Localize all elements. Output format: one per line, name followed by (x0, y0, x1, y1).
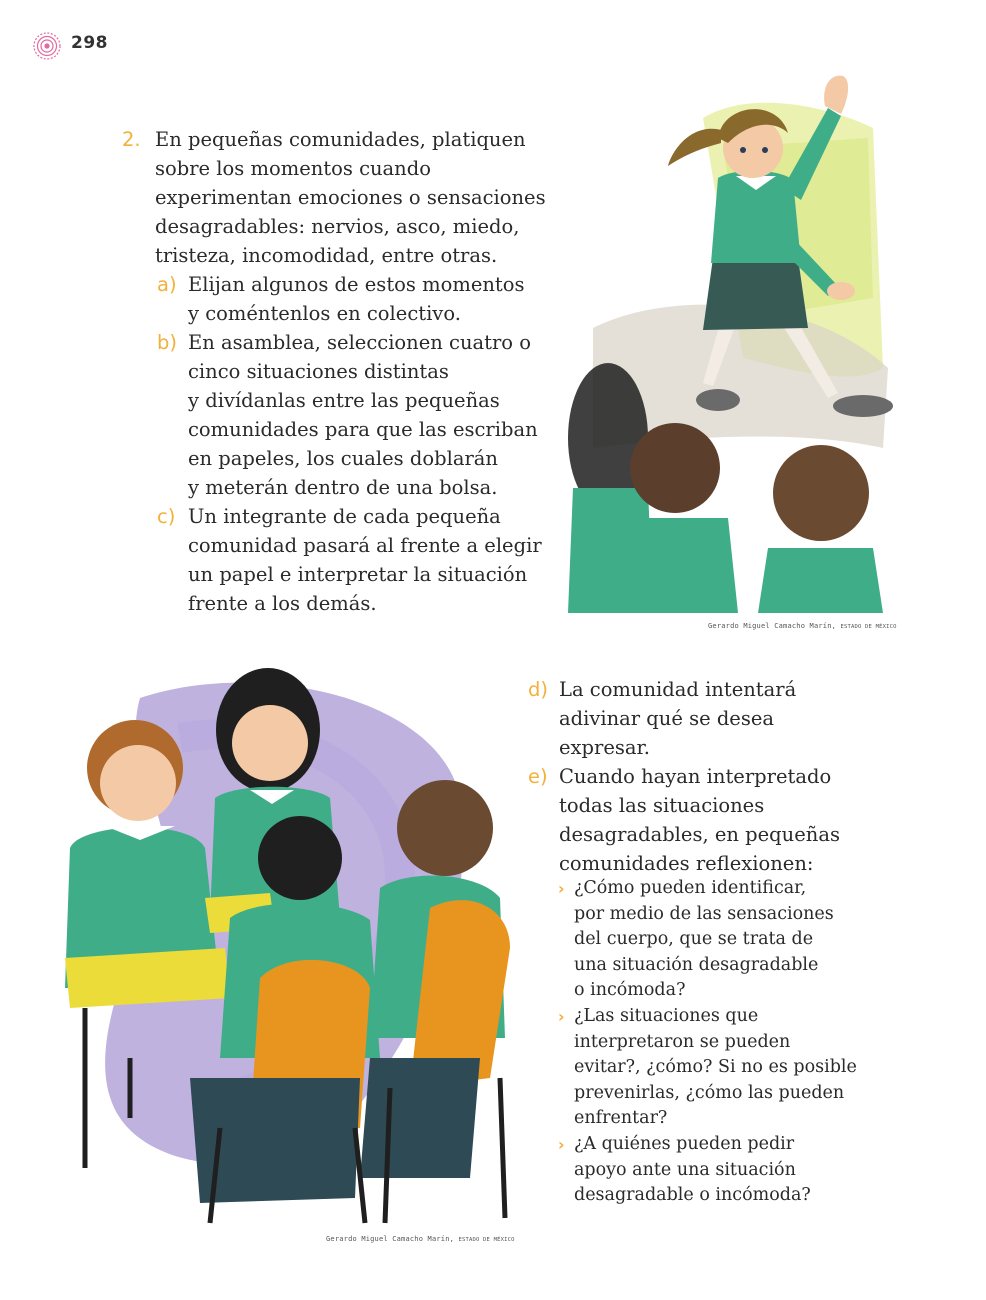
text-line: comunidad pasará al frente a elegir (188, 534, 542, 557)
question-line: interpretaron se pueden (574, 1032, 791, 1052)
text-line: expresar. (559, 736, 650, 759)
text-line: un papel e interpretar la situación (188, 563, 528, 586)
question-line: evitar?, ¿cómo? Si no es posible (574, 1057, 857, 1077)
text-line: En asamblea, seleccionen cuatro o (188, 331, 531, 354)
text-line: adivinar qué se desea (559, 707, 775, 730)
credit-place: ESTADO DE MÉXICO (840, 624, 897, 630)
question-line: del cuerpo, que se trata de (574, 929, 814, 949)
text-line: desagradables, en pequeñas (559, 823, 840, 846)
text-line: comunidades para que las escriban (188, 418, 538, 441)
item-number: 2. (122, 128, 141, 151)
text-line: cinco situaciones distintas (188, 360, 449, 383)
text-line: Un integrante de cada pequeña (188, 505, 501, 528)
mandala-icon (32, 31, 62, 61)
credit-name: Gerardo Miguel Camacho Marín, (708, 622, 837, 630)
text-line: comunidades reflexionen: (559, 852, 814, 875)
credit-place: ESTADO DE MÉXICO (458, 1237, 515, 1243)
subitem-marker: a) (157, 273, 177, 296)
question-line: ¿Cómo pueden identificar, (574, 878, 807, 898)
text-line: frente a los demás. (188, 592, 377, 615)
page-number: 298 (71, 33, 108, 53)
text-line: desagradables: nervios, asco, miedo, (155, 215, 520, 238)
illustration-acting-girl (553, 68, 898, 613)
question-line: prevenirlas, ¿cómo las pueden (574, 1083, 845, 1103)
text-line: sobre los momentos cuando (155, 157, 431, 180)
text-line: y divídanlas entre las pequeñas (188, 389, 500, 412)
question-line: por medio de las sensaciones (574, 904, 834, 924)
text-line: en papeles, los cuales doblarán (188, 447, 498, 470)
text-line: La comunidad intentará (559, 678, 797, 701)
text-line: y coméntenlos en colectivo. (188, 302, 461, 325)
text-line: y meterán dentro de una bolsa. (188, 476, 498, 499)
credit-name: Gerardo Miguel Camacho Marín, (326, 1235, 455, 1243)
question-line: enfrentar? (574, 1108, 668, 1128)
illustration-credit (708, 622, 897, 630)
illustration-group-discussion (40, 658, 520, 1238)
subitem-marker: c) (157, 505, 176, 528)
bullet-icon: › (558, 879, 565, 898)
subitem-marker: e) (528, 765, 548, 788)
text-line: Elijan algunos de estos momentos (188, 273, 525, 296)
text-line: tristeza, incomodidad, entre otras. (155, 244, 498, 267)
question-line: o incómoda? (574, 980, 686, 1000)
subitem-marker: d) (528, 678, 548, 701)
bullet-icon: › (558, 1007, 565, 1026)
subitem-marker: b) (157, 331, 177, 354)
question-line: apoyo ante una situación (574, 1160, 796, 1180)
bullet-icon: › (558, 1135, 565, 1154)
illustration-credit (326, 1235, 515, 1243)
question-line: desagradable o incómoda? (574, 1185, 811, 1205)
question-line: ¿Las situaciones que (574, 1006, 759, 1026)
text-line: En pequeñas comunidades, platiquen (155, 128, 526, 151)
question-line: una situación desagradable (574, 955, 819, 975)
question-line: ¿A quiénes pueden pedir (574, 1134, 795, 1154)
text-line: Cuando hayan interpretado (559, 765, 832, 788)
text-line: todas las situaciones (559, 794, 765, 817)
text-line: experimentan emociones o sensaciones (155, 186, 546, 209)
